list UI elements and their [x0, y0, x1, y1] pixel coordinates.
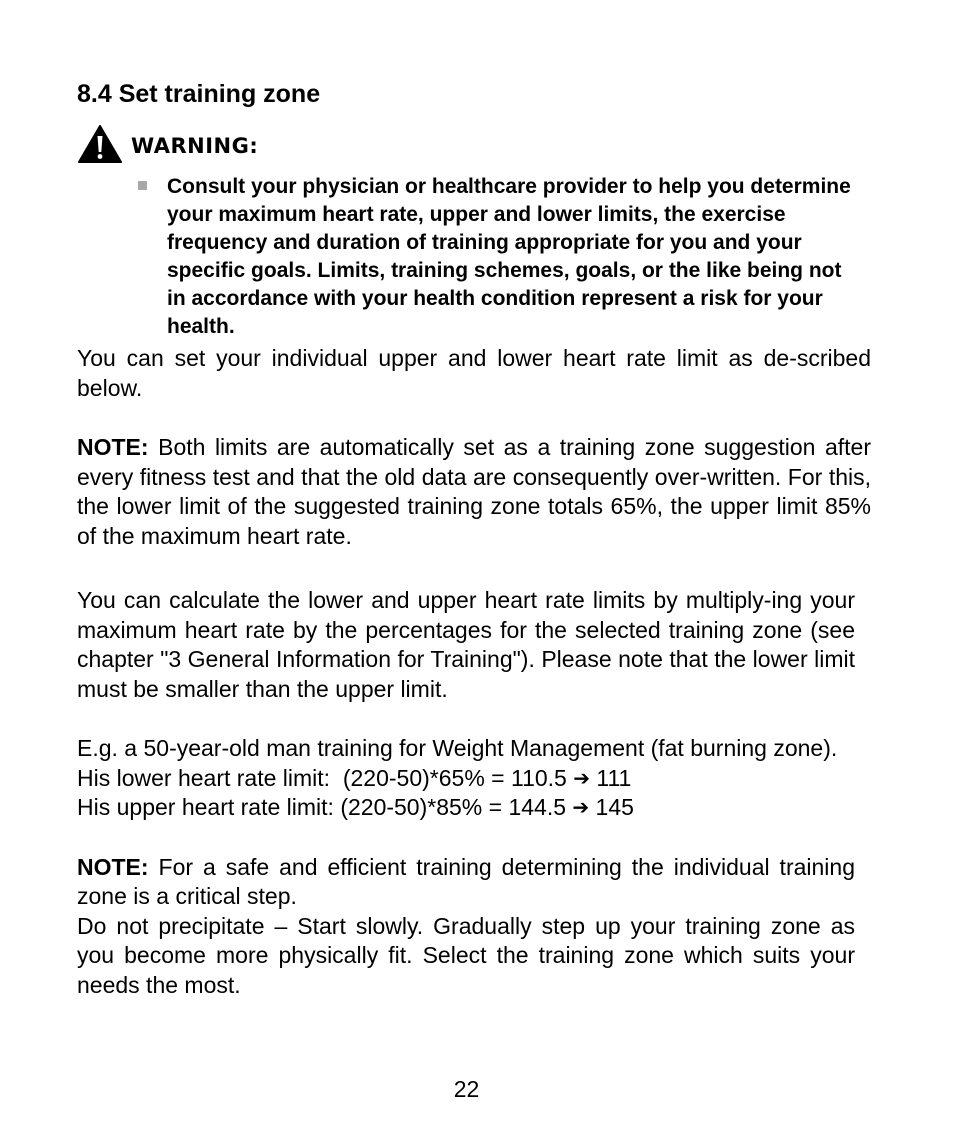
- note-label-1: NOTE:: [77, 434, 149, 460]
- arrow-right-icon: ➔: [572, 795, 590, 819]
- note-text-2: For a safe and efficient training determining the individual training zone is a critical step.: [77, 853, 855, 909]
- example-intro: E.g. a 50-year-old man training for Weight Management (fat burning zone).: [77, 735, 838, 761]
- section-heading: 8.4 Set training zone: [77, 80, 321, 108]
- precipitate-paragraph: Do not precipitate – Start slowly. Gradually step up your training zone as you become more physically fit. Select the training zone which suits your needs the most.: [77, 912, 855, 998]
- lower-limit-line: [77, 764, 871, 794]
- manual-page: [77, 78, 871, 1000]
- warning-header: [77, 123, 871, 165]
- page-number: 22: [453, 1076, 480, 1102]
- note-text-1: Both limits are automatically set as a training zone suggestion after every fitness test and that the old data are consequently over-written. For this, the lower limit of the suggested training zone totals 65%, the upper limit 85% of the maximum heart rate.: [77, 434, 871, 549]
- upper-limit-formula: His upper heart rate limit: (220-50)*85% = 144.5: [77, 794, 573, 820]
- upper-limit-result: 145: [589, 794, 634, 820]
- note-paragraph-1: [77, 433, 871, 551]
- note-label-2: NOTE:: [77, 853, 149, 880]
- intro-paragraph: You can set your individual upper and lower heart rate limit as de-scribed below.: [77, 345, 871, 401]
- warning-label: WARNING:: [131, 134, 259, 158]
- warning-triangle-icon: [77, 124, 123, 164]
- lower-limit-formula: His lower heart rate limit: (220-50)*65% = 110.5: [77, 764, 574, 791]
- calculate-paragraph: You can calculate the lower and upper heart rate limits by multiply-ing your maximum heart rate by the percentages for the selected training zone (see chapter "3 General Information for Training"). Please note that the lower limit must be smaller than the upper limit.: [77, 587, 855, 702]
- square-bullet-icon: [138, 181, 147, 190]
- upper-limit-line: [77, 793, 871, 823]
- arrow-right-icon: ➔: [573, 765, 590, 790]
- warning-list-item: [77, 173, 859, 341]
- lower-limit-result: 111: [589, 764, 632, 791]
- warning-text: Consult your physician or healthcare provider to help you determine your maximum heart rate, upper and lower limits, the exercise frequency and duration of training appropriate for you and your specific goals. Limits, training schemes, goals, or the like being not in accordance with your health condition represent a risk for your health.: [167, 175, 851, 338]
- note-paragraph-2: [77, 853, 855, 912]
